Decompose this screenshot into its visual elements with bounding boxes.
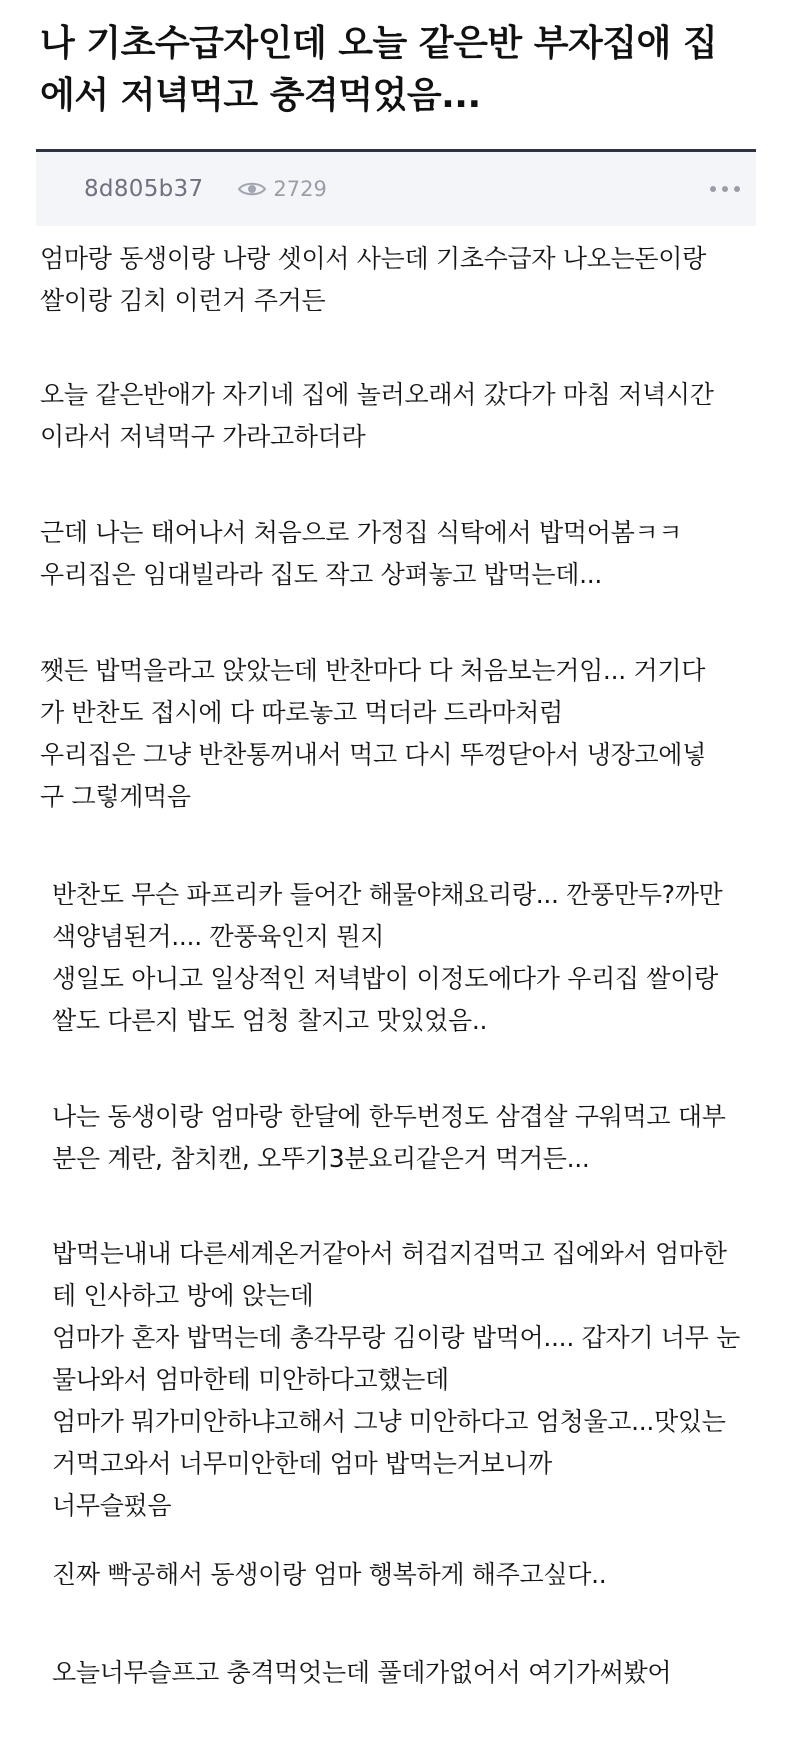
paragraph-8: 진짜 빡공해서 동생이랑 엄마 행복하게 해주고싶다.. xyxy=(52,1560,607,1589)
paragraph-6: 나는 동생이랑 엄마랑 한달에 한두번정도 삼겹살 구워먹고 대부 분은 계란, 참치캔, 오뚜기3분요리같은거 먹거든... xyxy=(52,1102,726,1173)
paragraph-3: 근데 나는 태어나서 처음으로 가정집 식탁에서 밥먹어봄ㅋㅋ 우리집은 임대빌라라 집도 작고 상펴놓고 밥먹는데... xyxy=(40,518,683,589)
paragraph-1: 엄마랑 동생이랑 나랑 셋이서 사는데 기초수급자 나오는돈이랑 쌀이랑 김치 이런거 주거든 xyxy=(40,244,706,315)
paragraph-4: 쨋든 밥먹을라고 앉았는데 반찬마다 다 처음보는거임... 거기다 가 반찬도 접시에 다 따로놓고 먹더라 드라마처럼 우리집은 그냥 반찬통꺼내서 먹고 다시 뚜껑닫아서 냉장고에넣 구 그렇게먹음 xyxy=(40,656,706,811)
author-name[interactable]: 8d805b37 xyxy=(84,176,204,202)
post-title: 나 기초수급자인데 오늘 같은반 부자집애 집에서 저녁먹고 충격먹었음... xyxy=(40,23,718,116)
paragraph-5: 반찬도 무슨 파프리카 들어간 해물야채요리랑... 깐풍만두?까만 색양념된거.... 깐풍육인지 뭔지 생일도 아니고 일상적인 저녁밥이 이정도에다가 우리집 쌀이랑 쌀도 다른지 밥도 엄청 찰지고 맛있었음.. xyxy=(52,880,723,1035)
view-count-value: 2729 xyxy=(273,177,327,201)
paragraph-2: 오늘 같은반애가 자기네 집에 놀러오래서 갔다가 마침 저녁시간 이라서 저녁먹구 가라고하더라 xyxy=(40,380,714,451)
more-options-icon[interactable] xyxy=(708,184,742,194)
view-count xyxy=(237,177,326,201)
post-meta-bar xyxy=(36,152,756,226)
eye-icon xyxy=(237,180,267,198)
paragraph-7: 밥먹는내내 다른세계온거같아서 허겁지겁먹고 집에와서 엄마한 테 인사하고 방에 앉는데 엄마가 혼자 밥먹는데 총각무랑 김이랑 밥먹어.... 갑자기 너무 눈 물나와서 엄마한테 미안하다고했는데 엄마가 뭐가미안하냐고해서 그냥 미안하다고 엄청울고...맛있는 거먹고와서 너무미안한데 엄마 밥먹는거보니까 너무슬펐음 xyxy=(52,1239,741,1520)
paragraph-9: 오늘너무슬프고 충격먹엇는데 풀데가없어서 여기가써봤어 xyxy=(52,1658,672,1687)
